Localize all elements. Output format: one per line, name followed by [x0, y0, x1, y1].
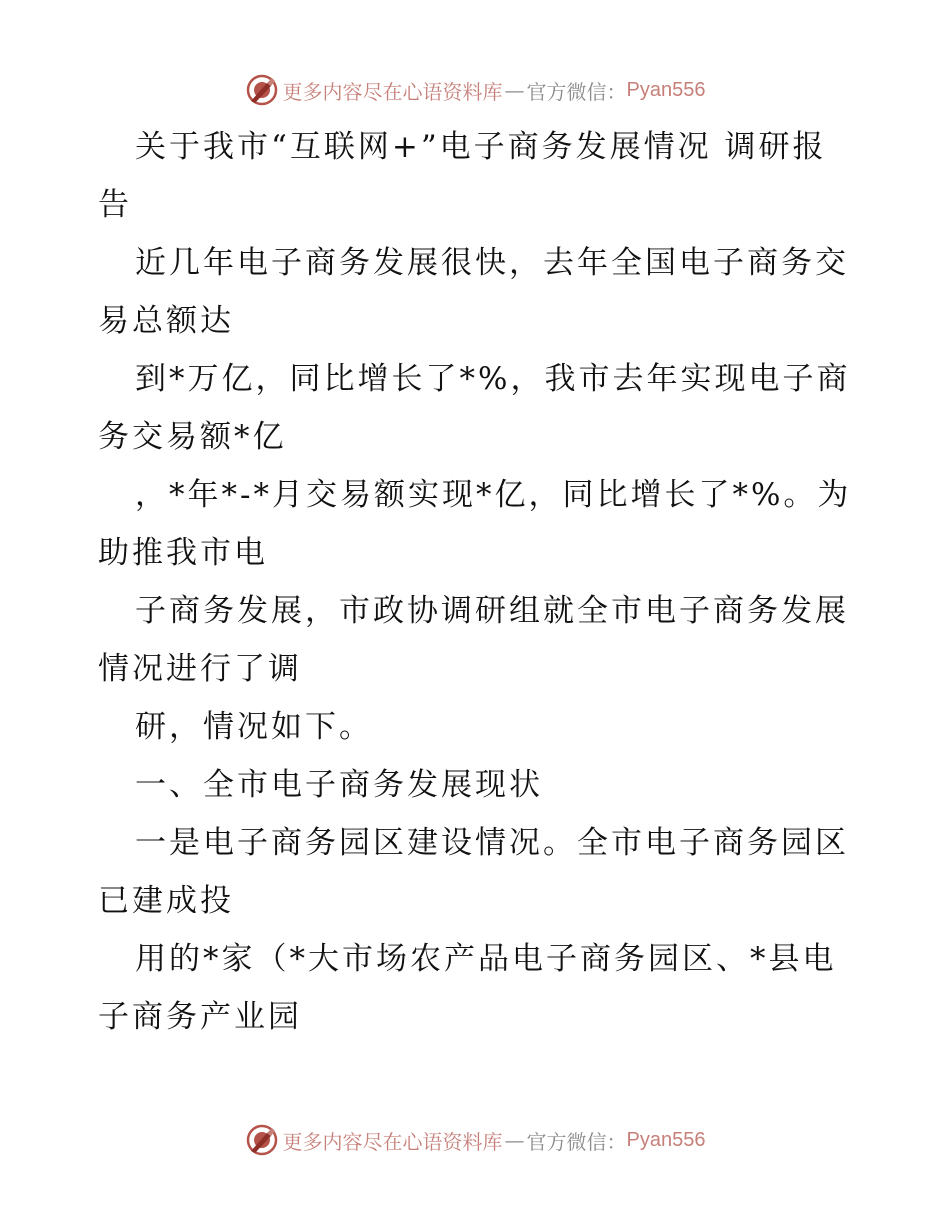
body-line: 子商务发展，市政协调研组就全市电子商务发展 [135, 593, 849, 629]
body-line: 到*万亿，同比增长了*%，我市去年实现电子商 [135, 361, 851, 397]
body-line: ，*年*-*月交易额实现*亿，同比增长了*%。为 [135, 477, 852, 513]
watermark-wechat-id: Pyan556 [626, 78, 706, 101]
body-line: 一是电子商务园区建设情况。全市电子商务园区 [135, 825, 849, 861]
watermark-wechat-id: Pyan556 [626, 1128, 706, 1151]
watermark-separator: — [504, 1128, 525, 1152]
watermark-site-text: 更多内容尽在心语资料库 [282, 1129, 503, 1154]
body-line: 研，情况如下。 [135, 709, 373, 745]
watermark-site-text: 更多内容尽在心语资料库 [282, 79, 503, 104]
body-line: 关于我市“互联网+”电子商务发展情况 调研报 [135, 129, 827, 165]
pen-logo-icon [245, 1123, 279, 1157]
footer-watermark [0, 1120, 950, 1160]
watermark-wechat-label: 官方微信： [526, 1129, 627, 1154]
document-body [98, 118, 858, 1046]
pen-logo-icon [245, 73, 279, 107]
body-line: 易总额达 [98, 303, 234, 339]
watermark-separator: — [504, 78, 525, 102]
body-line: 告 [98, 187, 132, 223]
body-line: 用的*家（*大市场农产品电子商务园区、*县电 [135, 941, 837, 977]
watermark-wechat-label: 官方微信： [526, 79, 627, 104]
body-line: 情况进行了调 [98, 651, 302, 687]
body-line: 助推我市电 [98, 535, 268, 571]
body-line: 已建成投 [98, 883, 234, 919]
body-line: 近几年电子商务发展很快，去年全国电子商务交 [135, 245, 849, 281]
header-watermark [0, 70, 950, 110]
section-heading: 一、全市电子商务发展现状 [135, 767, 543, 803]
body-line: 务交易额*亿 [98, 419, 287, 455]
body-line: 子商务产业园 [98, 999, 302, 1035]
